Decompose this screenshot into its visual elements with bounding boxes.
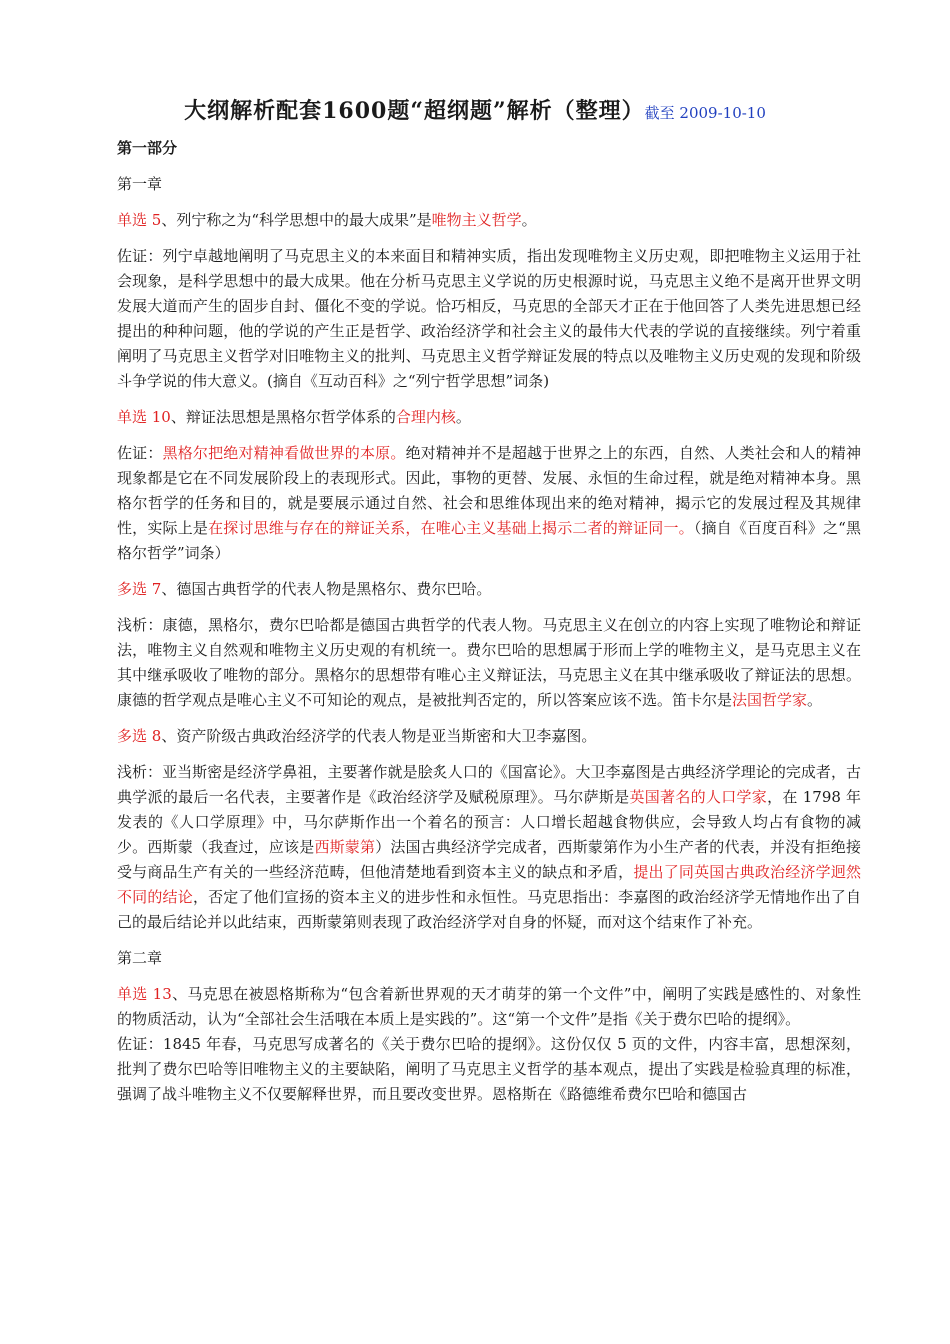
question-item — [117, 577, 861, 602]
chapter-heading: 第二章 — [117, 949, 163, 967]
part-heading: 第一部分 — [117, 139, 178, 157]
evidence-paragraph — [117, 441, 861, 566]
question-text: 、资产阶级古典政治经济学的代表人物是亚当斯密和大卫李嘉图。 — [161, 727, 597, 745]
analysis-text: 浅析：康德，黑格尔，费尔巴哈都是德国古典哲学的代表人物。马克思主义在创立的内容上实现了唯物论和辩证法，唯物主义自然观和唯物主义历史观的有机统一。费尔巴哈的思想属于形而上学的唯物主义，是马克思主义在其中继承吸收了唯物的部分。黑格尔的思想带有唯心主义辩证法，马克思主义在其中继承吸收了辩证法的思想。康德的哲学观点是唯心主义不可知论的观点，是被批判否定的，所以答案应该不选。笛卡尔是 — [117, 616, 861, 709]
evidence-paragraph: 佐证：列宁卓越地阐明了马克思主义的本来面目和精神实质，指出发现唯物主义历史观，即把唯物主义运用于社会现象，是科学思想中的最大成果。他在分析马克思主义学说的历史根源时说，马克思主义绝不是离开世界文明发展大道而产生的固步自封、僵化不变的学说。恰巧相反，马克思的全部天才正在于他回答了人类先进思想已经提出的种种问题，他的学说的产生正是哲学、政治经济学和社会主义的最伟大代表的学说的直接继续。列宁着重阐明了马克思主义哲学对旧唯物主义的批判、马克思主义哲学辩证发展的特点以及唯物主义历史观的发现和阶级斗争学说的伟大意义。(摘自《互动百科》之“列宁哲学思想”词条) — [117, 247, 861, 390]
question-item — [117, 208, 861, 233]
analysis-text: 浅析：亚当斯密是经济学鼻祖，主要著作就是脍炙人口的《国富论》。大卫李嘉图是古典经济学理论的完成者，古典学派的最后一名代表，主要著作是《政治经济学及赋税原理》。马尔萨斯是 — [117, 763, 861, 806]
question-text: 、列宁称之为“科学思想中的最大成果”是 — [161, 211, 432, 229]
analysis-text: ，在 1798 年发表的《人口学原理》中，马尔萨斯作出一个着名的预言：人口增长超越食物供应，会导致人均占有食物的减少。西斯蒙（我查过，应该是 — [117, 788, 861, 856]
analysis-paragraph — [117, 613, 861, 713]
highlight-text: 提出了同英国古典政治经济学迥然不同的结论 — [117, 863, 861, 906]
highlight-text: 西斯蒙第 — [314, 838, 376, 856]
evidence-text: 绝对精神并不是超越于世界之上的东西，自然、人类社会和人的精神现象都是它在不同发展阶段上的表现形式。因此，事物的更替、发展、永恒的生命过程，就是绝对精神本身。黑格尔哲学的任务和目的，就是要展示通过自然、社会和思维体现出来的绝对精神，揭示它的发展过程及其规律性，实际上是 — [117, 444, 861, 537]
question-item — [117, 405, 861, 430]
evidence-prefix: 佐证： — [117, 444, 163, 462]
evidence-source: （摘自《百度百科》之“黑格尔哲学”词条） — [117, 519, 861, 562]
question-tag: 多选 7 — [117, 580, 162, 598]
question-tag: 单选 13 — [117, 985, 172, 1003]
highlight-text: 在探讨思维与存在的辩证关系，在唯心主义基础上揭示二者的辩证同一。 — [208, 519, 694, 537]
question-item — [117, 982, 861, 1032]
question-tag: 多选 8 — [117, 727, 162, 745]
question-text: 、辩证法思想是黑格尔哲学体系的 — [170, 408, 396, 426]
chapter-heading: 第一章 — [117, 175, 163, 193]
highlight-text: 法国哲学家 — [732, 691, 808, 709]
question-text-end: 。 — [521, 211, 537, 229]
question-text-end: 。 — [455, 408, 471, 426]
highlight-text: 英国著名的人口学家 — [629, 788, 768, 806]
question-tag: 单选 10 — [117, 408, 171, 426]
analysis-text: ，否定了他们宣扬的资本主义的进步性和永恒性。马克思指出：李嘉图的政治经济学无情地作出了自己的最后结论并以此结束，西斯蒙第则表现了政治经济学对自身的怀疑，而对这个结束作了补充。 — [117, 888, 861, 931]
analysis-end: 。 — [807, 691, 823, 709]
question-answer: 唯物主义哲学 — [431, 211, 522, 229]
question-tag: 单选 5 — [117, 211, 162, 229]
evidence-paragraph: 佐证：1845 年春，马克思写成著名的《关于费尔巴哈的提纲》。这份仅仅 5 页的文件，内容丰富，思想深刻，批判了费尔巴哈等旧唯物主义的主要缺陷，阐明了马克思主义哲学的基本观点，提出了实践是检验真理的标准，强调了战斗唯物主义不仅要解释世界，而且要改变世界。恩格斯在《路德维希费尔巴哈和德国古 — [117, 1035, 861, 1103]
document-title — [0, 94, 950, 125]
title-text: 大纲解析配套1600题“超纲题”解析（整理） — [184, 98, 645, 124]
question-text: 、马克思在被恩格斯称为“包含着新世界观的天才萌芽的第一个文件”中，阐明了实践是感性的、对象性的物质活动，认为“全部社会生活哦在本质上是实践的”。这“第一个文件”是指《关于费尔巴哈的提纲》。 — [117, 985, 861, 1028]
question-item — [117, 724, 861, 749]
analysis-paragraph — [117, 760, 861, 935]
analysis-text: ）法国古典经济学完成者，西斯蒙第作为小生产者的代表，并没有拒绝接受与商品生产有关的一些经济范畴，但他清楚地看到资本主义的缺点和矛盾， — [117, 838, 861, 881]
document-body — [117, 136, 861, 1118]
highlight-text: 黑格尔把绝对精神看做世界的本原。 — [162, 444, 406, 462]
title-date: 截至 2009-10-10 — [644, 104, 766, 122]
question-answer: 合理内核 — [395, 408, 456, 426]
question-text: 、德国古典哲学的代表人物是黑格尔、费尔巴哈。 — [161, 580, 492, 598]
